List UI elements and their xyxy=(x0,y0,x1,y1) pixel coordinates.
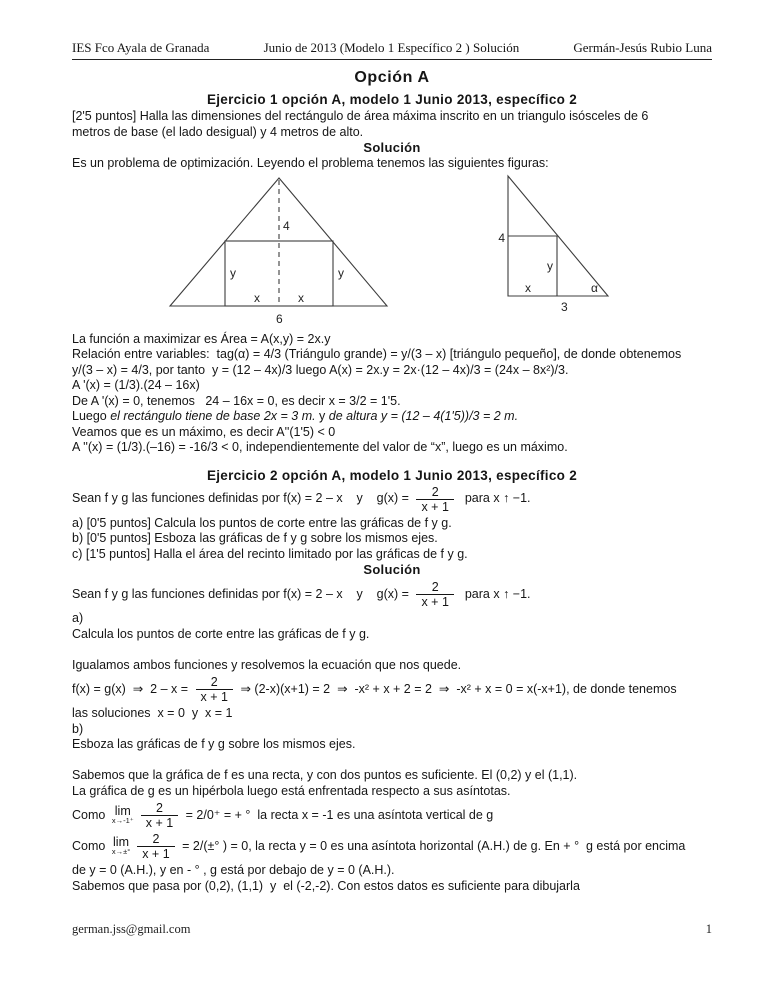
ex1-line6-plain1: Luego xyxy=(72,409,111,423)
ex2-item-b: b) [0'5 puntos] Esboza las gráficas de f y g sobre los mismos ejes. xyxy=(72,531,438,545)
fraction-lim1-denominator: x + 1 xyxy=(141,815,178,830)
ex2-limit2-line xyxy=(72,832,712,861)
fraction-g2 xyxy=(416,580,453,609)
ex1-line6-italic1: el rectángulo tiene de base 2x = 3 m. xyxy=(110,409,316,423)
ex2-eq-continuation: las soluciones x = 0 y x = 1 xyxy=(72,706,233,720)
ex2-pasa-line: Sabemos que pasa por (0,2), (1,1) y el (-2,-2). Con estos datos es suficiente para dibujarla xyxy=(72,878,580,893)
exercise1-statement-line2: metros de base (el lado desigual) y 4 metros de alto. xyxy=(72,124,364,139)
limit1-post: = 2/0⁺ = + ° la recta x = -1 es una asíntota vertical de g xyxy=(182,807,494,822)
fig2-base-label: 3 xyxy=(561,299,568,314)
ex2-def-pre: Sean f y g las funciones definidas por f(x) = 2 – x y g(x) = xyxy=(72,491,413,506)
fig2-x-label: x xyxy=(525,280,531,295)
ex2-definition-line-repeat xyxy=(72,580,712,609)
fraction-lim1 xyxy=(141,801,178,830)
solucion-label-2: Solución xyxy=(363,562,421,577)
ex1-sol-line2: Relación entre variables: tag(α) = 4/3 (Triángulo grande) = y/(3 – x) [triángulo pequeño], de donde obtenemos xyxy=(72,347,682,361)
blank-line-1 xyxy=(72,642,712,658)
fig2-alpha-label: α xyxy=(591,280,598,295)
ex2-def-post: para x ↑ −1. xyxy=(457,491,531,506)
ex2-item-c: c) [1'5 puntos] Halla el área del recinto limitado por las gráficas de f y g. xyxy=(72,546,468,561)
ex2-part-b-text: Esboza las gráficas de f y g sobre los mismos ejes. xyxy=(72,737,356,751)
ex1-sol-line1: La función a maximizar es Área = A(x,y) = 2x.y xyxy=(72,331,331,346)
limit2-post: = 2/(±° ) = 0, la recta y = 0 es una asíntota horizontal (A.H.) de g. En + ° g está por encima xyxy=(178,838,686,853)
ex1-sol-line8: A ''(x) = (1/3).(–16) = -16/3 < 0, independientemente del valor de “x”, luego es un máximo. xyxy=(72,440,568,454)
solucion-label-1: Solución xyxy=(363,140,421,155)
page-footer xyxy=(72,922,712,937)
fig2-height-label: 4 xyxy=(498,230,505,245)
fig2-y-label: y xyxy=(547,258,553,273)
figure-isosceles-triangle xyxy=(168,174,394,330)
fraction-eq-numerator: 2 xyxy=(210,675,218,689)
ex2-part-b-label: b) xyxy=(72,721,84,736)
fraction2-numerator: 2 xyxy=(431,580,439,594)
fraction-eq xyxy=(196,675,233,704)
ex2-part-a-text: Calcula los puntos de corte entre las gráficas de f y g. xyxy=(72,626,370,641)
fig1-y-left-label: y xyxy=(230,265,236,280)
ex2-recta-line: Sabemos que la gráfica de f es una recta, y con dos puntos es suficiente. El (0,2) y el (1,1). xyxy=(72,768,578,782)
exercise1-intro: Es un problema de optimización. Leyendo el problema tenemos las siguientes figuras: xyxy=(72,156,549,170)
fraction-denominator: x + 1 xyxy=(416,499,453,514)
ex1-sol-line7: Veamos que es un máximo, es decir A''(1'5) < 0 xyxy=(72,424,336,439)
ex2-def2-post: para x ↑ −1. xyxy=(457,586,531,601)
limit1-word: lim xyxy=(114,804,131,818)
blank-line-2 xyxy=(72,753,712,769)
page-header xyxy=(72,40,712,60)
ex1-line6-italic2: de altura y = (12 – 4(1'5))/3 = 2 m. xyxy=(328,409,519,423)
fig1-base-label: 6 xyxy=(276,311,283,326)
ex2-limit2-continuation: de y = 0 (A.H.), y en - ° , g está por debajo de y = 0 (A.H.). xyxy=(72,863,395,877)
figures xyxy=(72,174,712,332)
limit2-pre: Como xyxy=(72,838,109,853)
ex1-sol-line4: A '(x) = (1/3).(24 – 16x) xyxy=(72,378,200,392)
limit2-subscript: x→±° xyxy=(111,847,131,856)
ex2-eq-pre: f(x) = g(x) ⇒ 2 – x = xyxy=(72,681,192,696)
fraction-lim2-numerator: 2 xyxy=(152,832,160,846)
limit1-pre: Como xyxy=(72,807,109,822)
fraction-eq-denominator: x + 1 xyxy=(196,689,233,704)
limit1-subscript: x→-1⁺ xyxy=(111,816,134,825)
option-title: Opción A xyxy=(354,69,430,86)
ex1-line6-plain2: y xyxy=(315,409,329,423)
footer-page-number: 1 xyxy=(705,922,712,936)
fraction-lim2 xyxy=(137,832,174,861)
fraction-numerator: 2 xyxy=(431,484,439,499)
fraction2-denominator: x + 1 xyxy=(416,594,453,609)
ex1-sol-line5: De A '(x) = 0, tenemos 24 – 16x = 0, es decir x = 3/2 = 1'5. xyxy=(72,393,401,408)
ex2-eq-post: ⇒ (2-x)(x+1) = 2 ⇒ -x² + x + 2 = 2 ⇒ -x² + x = 0 = x(-x+1), de donde tenemos xyxy=(236,681,677,696)
ex2-def2-pre: Sean f y g las funciones definidas por f(x) = 2 – x y g(x) = xyxy=(72,586,413,601)
ex1-sol-line3: y/(3 – x) = 4/3, por tanto y = (12 – 4x)/3 luego A(x) = 2x.y = 2x·(12 – 4x)/3 = (24x – 8x²)/3. xyxy=(72,362,569,377)
ex2-equation-line xyxy=(72,675,712,704)
fraction-g xyxy=(416,485,453,514)
ex2-igualamos: Igualamos ambos funciones y resolvemos la ecuación que nos quede. xyxy=(72,657,462,672)
limit2-operator xyxy=(112,837,130,856)
document-content xyxy=(72,40,712,894)
fraction-lim2-denominator: x + 1 xyxy=(137,846,174,861)
ex2-hiperbola-line: La gráfica de g es un hipérbola luego está enfrentada respecto a sus asíntotas. xyxy=(72,783,511,798)
fig1-y-right-label: y xyxy=(338,265,344,280)
header-author: Germán-Jesús Rubio Luna xyxy=(573,40,712,55)
ex2-limit1-line xyxy=(72,801,712,830)
limit2-word: lim xyxy=(113,835,129,849)
exercise1-statement-line1: [2'5 puntos] Halla las dimensiones del rectángulo de área máxima inscrito en un triangulo isósceles de 6 xyxy=(72,109,649,123)
exercise1-title: Ejercicio 1 opción A, modelo 1 Junio 2013, específico 2 xyxy=(206,92,578,107)
header-exam-info: Junio de 2013 (Modelo 1 Específico 2 ) Solución xyxy=(263,40,520,55)
fraction-lim1-numerator: 2 xyxy=(155,801,163,815)
ex2-item-a: a) [0'5 puntos] Calcula los puntos de corte entre las gráficas de f y g. xyxy=(72,515,452,530)
figure-right-triangle xyxy=(495,174,619,316)
fig1-x-left-label: x xyxy=(254,290,260,305)
limit1-operator xyxy=(112,806,134,825)
ex2-part-a-label: a) xyxy=(72,611,84,625)
exercise2-title: Ejercicio 2 opción A, modelo 1 Junio 2013, específico 2 xyxy=(206,467,578,483)
fig1-x-right-label: x xyxy=(298,290,304,305)
ex2-definition-line xyxy=(72,485,712,514)
ex1-sol-line6 xyxy=(72,409,712,425)
fig1-height-label: 4 xyxy=(283,218,290,233)
header-school: IES Fco Ayala de Granada xyxy=(72,40,210,55)
footer-email: german.jss@gmail.com xyxy=(72,922,191,936)
